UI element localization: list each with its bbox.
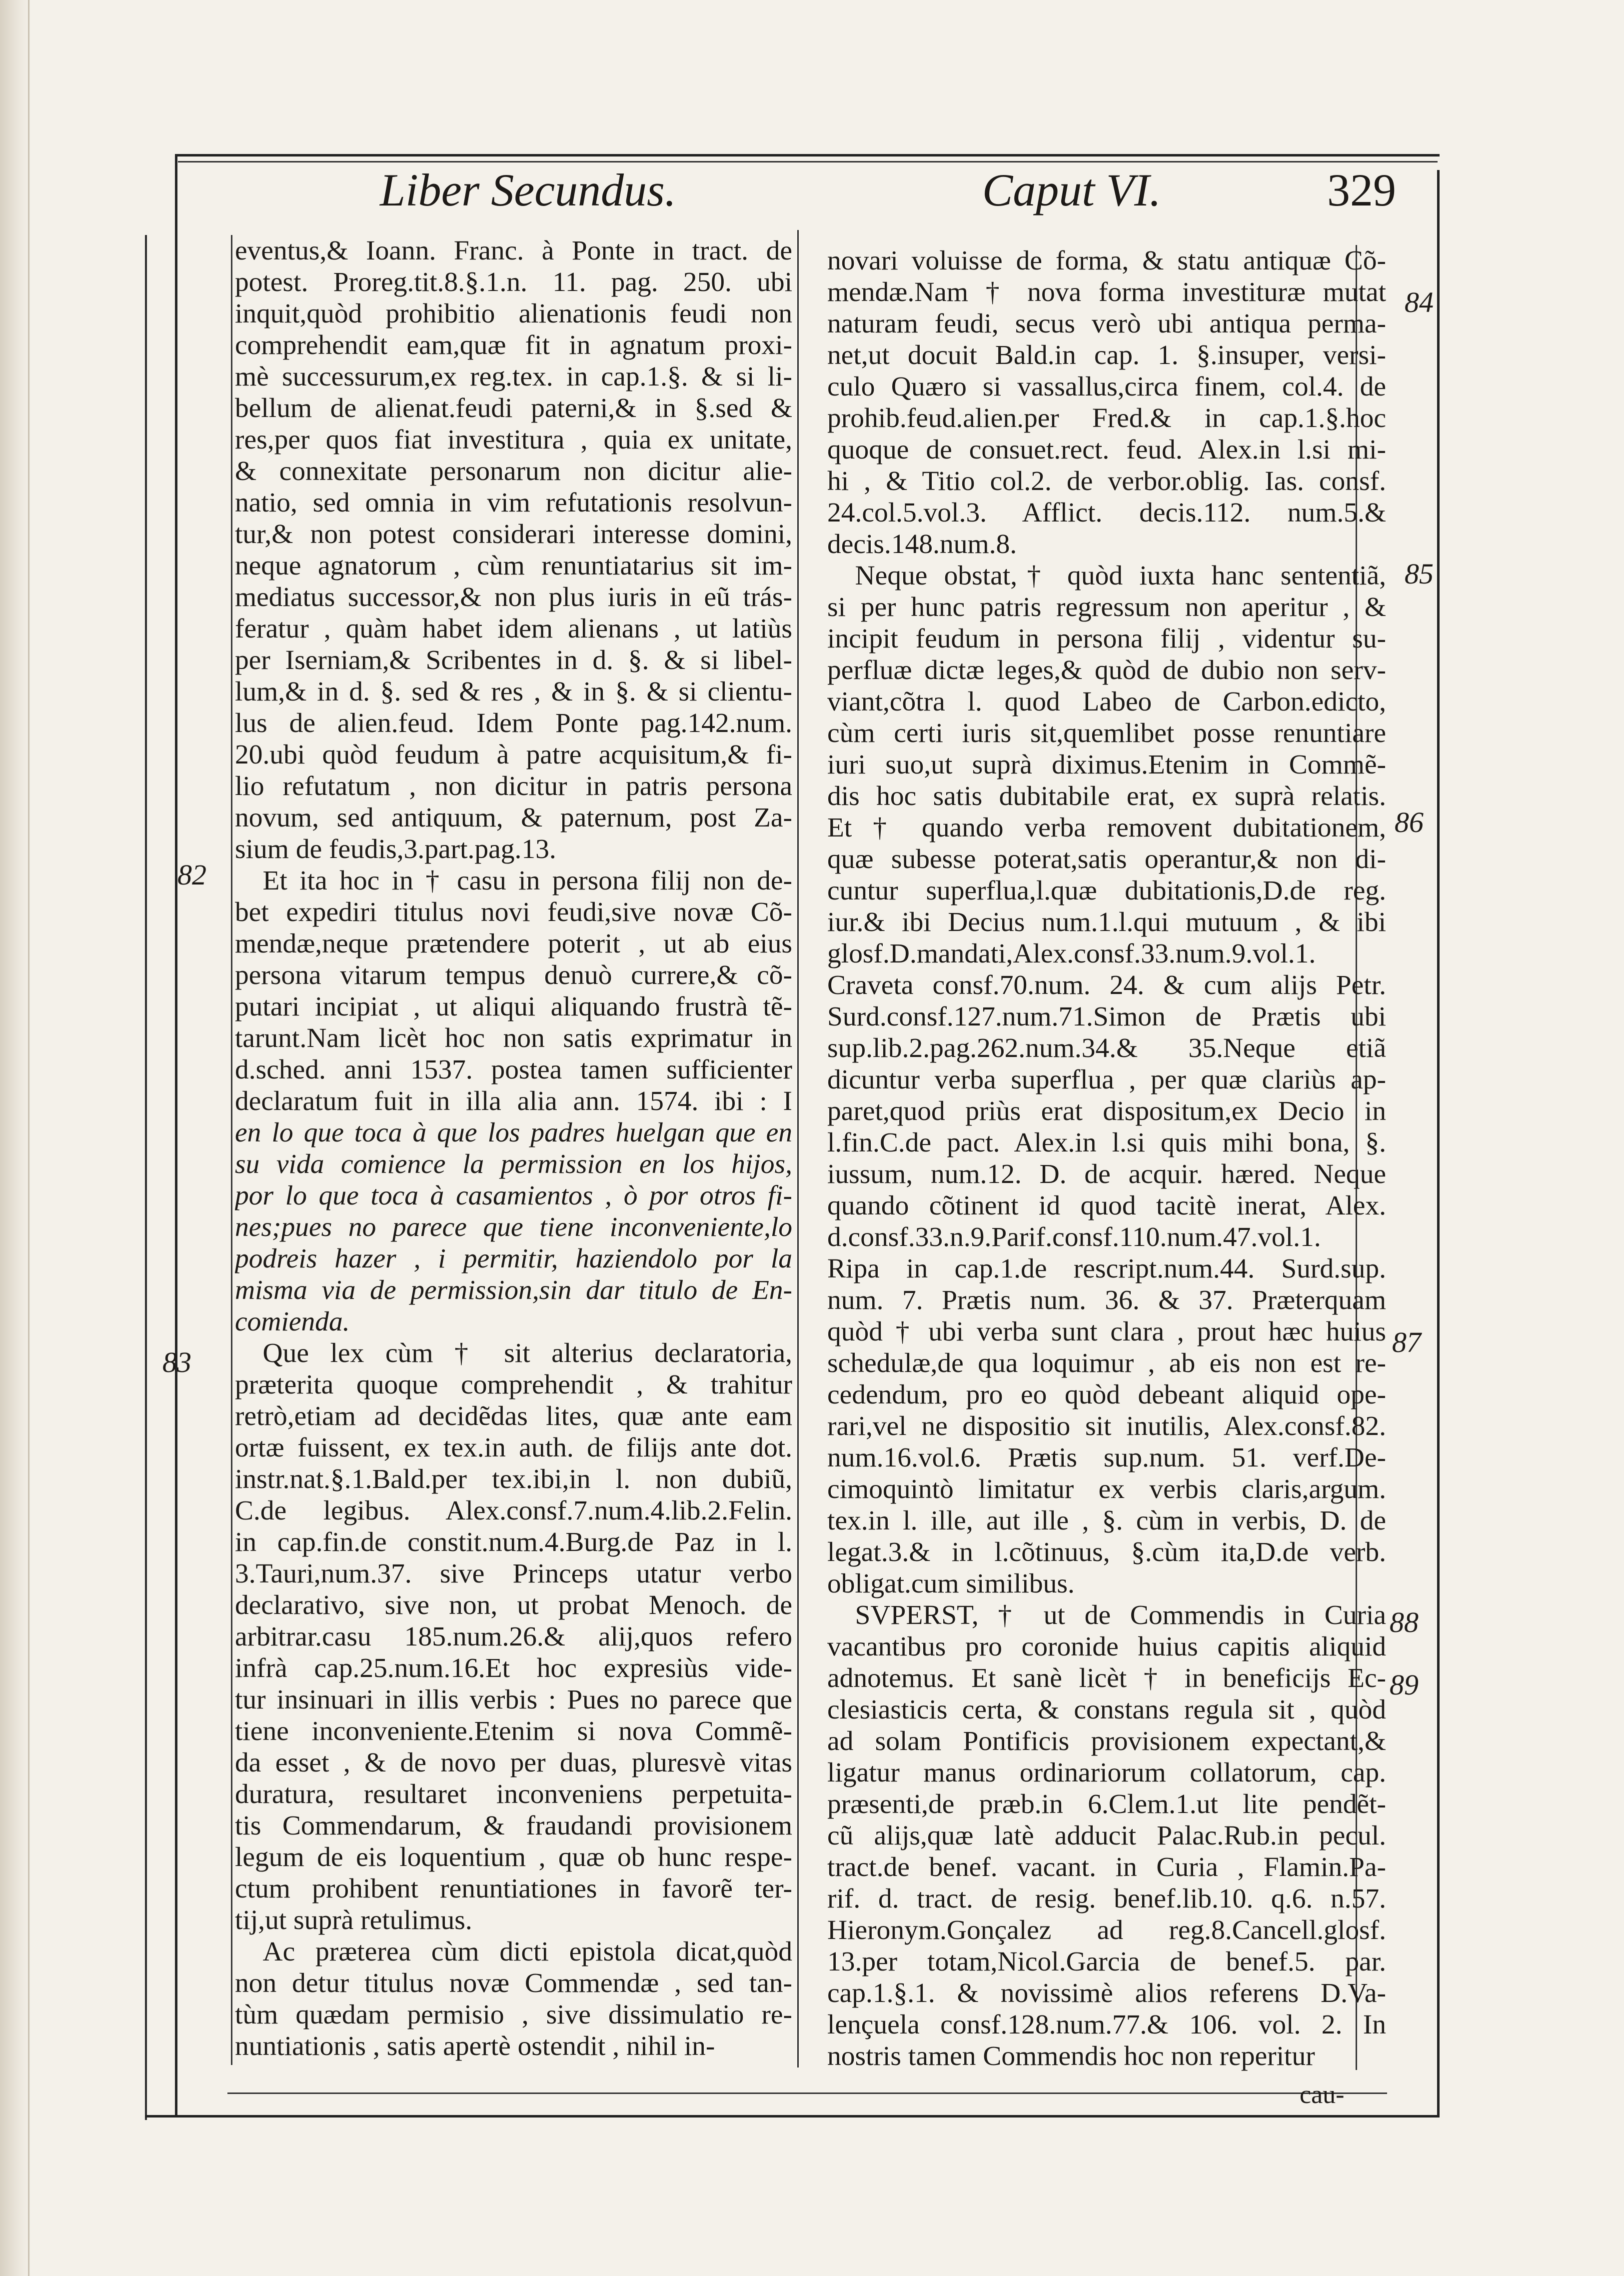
left-column-rule bbox=[231, 235, 232, 2065]
text-line: paret,quod priùs erat dispositum,ex Decio in bbox=[827, 1096, 1386, 1126]
text-line: instr.nat.§.1.Bald.per tex.ibi,in l. non dubiũ, bbox=[235, 1464, 792, 1494]
frame-right-rule bbox=[1437, 170, 1440, 2115]
text-line: persona vitarum tempus denuò currere,& cõ- bbox=[235, 960, 792, 990]
text-line: iussum, num.12. D. de acquir. hæred. Neque bbox=[827, 1159, 1386, 1190]
text-line: Et ita hoc in † casu in persona filij non de- bbox=[235, 866, 792, 896]
text-line: ctum prohibent renuntiationes in favorẽ ter- bbox=[235, 1874, 792, 1904]
text-line: 13.per totam,Nicol.Garcia de benef.5. par. bbox=[827, 1946, 1386, 1977]
text-line: sium de feudis,3.part.pag.13. bbox=[235, 834, 556, 864]
text-line: quòd † ubi verba sunt clara , prout hæc huius bbox=[827, 1316, 1386, 1347]
text-line: por lo que toca à casamientos , ò por otros fi- bbox=[235, 1180, 792, 1211]
text-line: in cap.fin.de constit.num.4.Burg.de Paz in l. bbox=[235, 1527, 792, 1558]
text-line: cedendum, pro eo quòd debeant aliquid ope- bbox=[827, 1380, 1386, 1410]
text-line: naturam feudi, secus verò ubi antiqua perma- bbox=[827, 308, 1386, 339]
text-line: cuntur superflua,l.quæ dubitationis,D.de reg. bbox=[827, 876, 1386, 906]
text-line: 3.Tauri,num.37. sive Princeps utatur verbo bbox=[235, 1558, 792, 1589]
text-line: quæ subesse poterat,satis operantur,& non di- bbox=[827, 844, 1386, 874]
text-line: d.consf.33.n.9.Parif.consf.110.num.47.vol.1. bbox=[827, 1222, 1321, 1252]
text-line: nes;pues no parece que tiene inconveniente,lo bbox=[235, 1212, 792, 1242]
page-fold-shadow bbox=[0, 0, 32, 2276]
text-line: ligatur manus ordinariorum collatorum, cap. bbox=[827, 1758, 1386, 1788]
text-line: res,per quos fiat investitura , quia ex unitate, bbox=[235, 424, 792, 455]
text-line: 24.col.5.vol.3. Afflict. decis.112. num.5.& bbox=[827, 498, 1386, 528]
text-line: C.de legibus. Alex.consf.7.num.4.lib.2.Felin. bbox=[235, 1496, 792, 1526]
text-line: mè successurum,ex reg.tex. in cap.1.§. & si li- bbox=[235, 362, 792, 392]
text-line: num.16.vol.6. Prætis sup.num. 51. verf.De- bbox=[827, 1442, 1386, 1473]
text-line: legum de eis loquentium , quæ ob hunc respe- bbox=[235, 1842, 792, 1872]
text-line: dis hoc satis dubitabile erat, ex suprà relatis. bbox=[827, 781, 1386, 812]
text-line: prohib.feud.alien.per Fred.& in cap.1.§.hoc bbox=[827, 403, 1386, 434]
text-line: comprehendit eam,quæ fit in agnatum proxi- bbox=[235, 330, 792, 360]
frame-bottom-rule-inner bbox=[227, 2092, 1387, 2094]
margin-number-88: 88 bbox=[1390, 1606, 1419, 1638]
text-line: mendæ.Nam † nova forma investituræ mutat bbox=[827, 277, 1386, 308]
text-line: legat.3.& in l.cõtinuus, §.cùm ita,D.de verb. bbox=[827, 1537, 1386, 1568]
text-line: si per hunc patris regressum non aperitur , & bbox=[827, 592, 1386, 622]
page-number: 329 bbox=[1327, 164, 1396, 216]
text-line: eventus,& Ioann. Franc. à Ponte in tract. de bbox=[235, 236, 792, 266]
frame-top-rule bbox=[175, 154, 1440, 156]
running-head-left: Liber Secundus. bbox=[380, 164, 676, 216]
text-line: mendæ,neque prætendere poterit , ut ab eius bbox=[235, 928, 792, 959]
text-line: præterita quoque comprehendit , & trahitur bbox=[235, 1370, 792, 1400]
text-line: podreis hazer , i permitir, haziendolo por la bbox=[235, 1244, 792, 1274]
text-line: novum, sed antiquum, & paternum, post Za- bbox=[235, 802, 792, 833]
text-line: lençuela consf.128.num.77.& 106. vol. 2. In bbox=[827, 2010, 1386, 2040]
text-line: Que lex cùm † sit alterius declaratoria, bbox=[235, 1338, 792, 1368]
text-line: cap.1.§.1. & novissimè alios referens D.Va- bbox=[827, 1978, 1386, 2008]
text-line: lio refutatum , non dicitur in patris persona bbox=[235, 771, 792, 802]
right-column-text bbox=[827, 245, 1386, 2072]
text-line: su vida comience la permission en los hijos, bbox=[235, 1149, 792, 1180]
text-line: obligat.cum similibus. bbox=[827, 1568, 1075, 1599]
text-line: inquit,quòd prohibitio alienationis feudi non bbox=[235, 298, 792, 329]
text-line: schedulæ,de qua loquimur , ab eis non est re- bbox=[827, 1348, 1386, 1378]
text-line: Hieronym.Gonçalez ad reg.8.Cancell.glosf. bbox=[827, 1915, 1386, 1946]
text-line: 20.ubi quòd feudum à patre acquisitum,& fi- bbox=[235, 740, 792, 770]
text-line: SVPERST, † ut de Commendis in Curia bbox=[827, 1600, 1386, 1630]
catchword: cau- bbox=[1300, 2080, 1345, 2109]
text-line: dicuntur verba superflua , per quæ clariùs ap- bbox=[827, 1064, 1386, 1095]
text-line: lus de alien.feud. Idem Ponte pag.142.num. bbox=[235, 708, 792, 738]
text-line: præsenti,de præb.in 6.Clem.1.ut lite pendẽt- bbox=[827, 1789, 1386, 1820]
text-line: novari voluisse de forma, & statu antiquæ Cõ- bbox=[827, 246, 1386, 276]
text-line: tùm quædam permisio , sive dissimulatio re- bbox=[235, 2000, 792, 2030]
text-line: net,ut docuit Bald.in cap. 1. §.insuper, versi- bbox=[827, 340, 1386, 370]
text-line: putari incipiat , ut aliqui aliquando frustrà tẽ- bbox=[235, 992, 792, 1022]
text-line: d.sched. anni 1537. postea tamen sufficienter bbox=[235, 1054, 792, 1085]
text-line: num. 7. Prætis num. 36. & 37. Præterquam bbox=[827, 1285, 1386, 1316]
text-line: clesiasticis certa, & constans regula sit , quòd bbox=[827, 1694, 1386, 1725]
text-line: tij,ut suprà retulimus. bbox=[235, 1905, 472, 1936]
text-line: Ac præterea cùm dicti epistola dicat,quòd bbox=[235, 1936, 792, 1967]
text-line: decis.148.num.8. bbox=[827, 529, 1017, 560]
text-line: tex.in l. ille, aut ille , §. cùm in verbis, D. de bbox=[827, 1506, 1386, 1536]
text-line: infrà cap.25.num.16.Et hoc expresiùs vide- bbox=[235, 1653, 792, 1684]
text-line: potest. Proreg.tit.8.§.1.n. 11. pag. 250. ubi bbox=[235, 267, 792, 298]
text-line: mediatus successor,& non plus iuris in eũ trás- bbox=[235, 582, 792, 612]
margin-number-83: 83 bbox=[162, 1346, 191, 1378]
text-line: ad solam Pontificis provisionem expectant,& bbox=[827, 1726, 1386, 1756]
text-line: Craveta consf.70.num. 24. & cum alijs Petr. bbox=[827, 970, 1386, 1000]
text-line: en lo que toca à que los padres huelgan que en bbox=[235, 1118, 792, 1148]
text-line: nostris tamen Commendis hoc non reperitur bbox=[827, 2041, 1315, 2072]
text-line: quando cõtinent id quod tacitè inerat, Alex. bbox=[827, 1190, 1386, 1221]
text-line: vacantibus pro coronide huius capitis aliquid bbox=[827, 1632, 1386, 1662]
text-line: sup.lib.2.pag.262.num.34.& 35.Neque etiã bbox=[827, 1033, 1386, 1064]
text-line: tur,& non potest considerari interesse domini, bbox=[235, 519, 792, 550]
text-line: culo Quæro si vassallus,circa finem, col.4. de bbox=[827, 372, 1386, 402]
text-line: viant,cõtra l. quod Labeo de Carbon.edicto, bbox=[827, 686, 1386, 717]
text-line: cũ alijs,quæ latè adducit Palac.Rub.in pecul. bbox=[827, 1820, 1386, 1851]
text-line: declaratum fuit in illa alia ann. 1574. ibi : I bbox=[235, 1086, 792, 1116]
margin-number-82: 82 bbox=[177, 858, 206, 891]
text-line: ortæ fuissent, ex tex.in auth. de filijs ante dot. bbox=[235, 1432, 792, 1463]
margin-number-86: 86 bbox=[1395, 806, 1424, 838]
text-line: duratura, resultaret inconveniens perpetuita- bbox=[235, 1779, 792, 1810]
text-line: rif. d. tract. de resig. benef.lib.10. q.6. n.57. bbox=[827, 1884, 1386, 1914]
running-head-right: Caput VI. bbox=[982, 164, 1161, 216]
text-line: & connexitate personarum non dicitur alie- bbox=[235, 456, 792, 486]
margin-number-85: 85 bbox=[1405, 558, 1434, 590]
text-line: Neque obstat,† quòd iuxta hanc sententiã, bbox=[827, 560, 1386, 591]
text-line: bellum de alienat.feudi paterni,& in §.sed & bbox=[235, 393, 792, 424]
text-line: l.fin.C.de pact. Alex.in l.si quis mihi bona, §. bbox=[827, 1128, 1386, 1158]
margin-number-84: 84 bbox=[1405, 286, 1434, 318]
text-line: tis Commendarum, & fraudandi provisionem bbox=[235, 1810, 792, 1841]
text-line: iur.& ibi Decius num.1.l.qui mutuum , & ibi bbox=[827, 907, 1386, 938]
text-line: cùm certi iuris sit,quemlibet posse renuntiare bbox=[827, 718, 1386, 748]
text-line: arbitrar.casu 185.num.26.& alij,quos refero bbox=[235, 1622, 792, 1652]
text-line: per Iserniam,& Scribentes in d. §. & si libel- bbox=[235, 645, 792, 676]
text-line: rari,vel ne dispositio sit inutilis, Alex.consf.82. bbox=[827, 1411, 1386, 1442]
text-line: bet expediri titulus novi feudi,sive novæ Cõ- bbox=[235, 897, 792, 928]
text-line: iuri suo,ut suprà diximus.Etenim in Commẽ- bbox=[827, 750, 1386, 780]
text-line: misma via de permission,sin dar titulo de En- bbox=[235, 1275, 792, 1306]
text-line: cimoquintò limitatur ex verbis claris,argum. bbox=[827, 1474, 1386, 1504]
frame-left-rule bbox=[175, 155, 177, 2118]
text-line: nuntiationis , satis apertè ostendit , nihil in- bbox=[235, 2031, 715, 2062]
text-line: hi , & Titio col.2. de verbor.oblig. Ias. consf. bbox=[827, 466, 1386, 496]
text-line: perfluæ dictæ leges,& quòd de dubio non serv- bbox=[827, 655, 1386, 686]
text-line: tiene inconveniente.Etenim si nova Commẽ- bbox=[235, 1716, 792, 1746]
text-line: Et † quando verba removent dubitationem, bbox=[827, 812, 1386, 843]
text-line: non detur titulus novæ Commendæ , sed tan- bbox=[235, 1968, 792, 1998]
page-fold-line bbox=[28, 0, 29, 2276]
text-line: quoque de consuet.rect. feud. Alex.in l.si mi- bbox=[827, 434, 1386, 465]
text-line: tract.de benef. vacant. in Curia , Flamin.Pa- bbox=[827, 1852, 1386, 1882]
text-line: declarativo, sive non, ut probat Menoch. de bbox=[235, 1590, 792, 1620]
frame-outer-left-rule bbox=[145, 235, 147, 2120]
text-line: neque agnatorum , cùm renuntiatarius sit im- bbox=[235, 550, 792, 581]
text-line: feratur , quàm habet idem alienans , ut latiùs bbox=[235, 614, 792, 644]
frame-bottom-rule bbox=[145, 2115, 1440, 2118]
text-line: natio, sed omnia in vim refutationis resolvun- bbox=[235, 488, 792, 518]
frame-top-rule-inner bbox=[178, 161, 1438, 162]
text-line: retrò,etiam ad decidẽdas lites, quæ ante eam bbox=[235, 1401, 792, 1432]
margin-number-89: 89 bbox=[1390, 1668, 1419, 1701]
text-line: tarunt.Nam licèt hoc non satis exprimatur in bbox=[235, 1023, 792, 1054]
text-line: adnotemus. Et sanè licèt † in beneficijs Ec- bbox=[827, 1663, 1386, 1694]
text-line: comienda. bbox=[235, 1306, 350, 1337]
text-line: Surd.consf.127.num.71.Simon de Prætis ubi bbox=[827, 1002, 1386, 1032]
text-line: tur insinuari in illis verbis : Pues no parece que bbox=[235, 1684, 792, 1715]
column-divider bbox=[797, 230, 799, 2068]
text-line: incipit feudum in persona filij , videntur su- bbox=[827, 624, 1386, 654]
left-column-text bbox=[235, 235, 792, 2062]
text-line: lum,& in d. §. sed & res , & in §. & si clientu- bbox=[235, 676, 792, 707]
margin-number-87: 87 bbox=[1392, 1326, 1421, 1358]
text-line: glosf.D.mandati,Alex.consf.33.num.9.vol.1. bbox=[827, 938, 1316, 969]
text-line: da esset , & de novo per duas, pluresvè vitas bbox=[235, 1748, 792, 1778]
text-line: Ripa in cap.1.de rescript.num.44. Surd.sup. bbox=[827, 1254, 1386, 1284]
